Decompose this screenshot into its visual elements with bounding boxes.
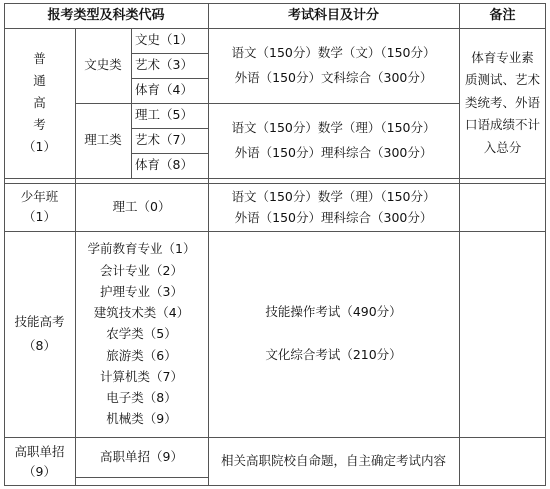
gaozhi-subject: 相关高职院校自命题，自主确定考试内容 bbox=[220, 453, 446, 469]
jineng-item: 旅游类（6） bbox=[106, 347, 177, 363]
jineng-subjects bbox=[208, 231, 459, 437]
wenshi-item: 体育（4） bbox=[135, 82, 193, 98]
jineng-item: 计算机类（7） bbox=[100, 368, 183, 384]
note-line: 体育专业素 bbox=[471, 49, 534, 65]
jineng-name-text: 技能高考 bbox=[14, 314, 65, 330]
jineng-item: 学前教育专业（1） bbox=[87, 241, 196, 257]
gaozhi-item: 高职单招（9） bbox=[100, 448, 183, 464]
subject-line: 语文（150分）数学（理）（150分） bbox=[231, 188, 436, 204]
pugao-name-char: 考 bbox=[33, 116, 46, 132]
jineng-name bbox=[4, 231, 75, 437]
ligong-label: 理工类 bbox=[84, 132, 122, 148]
h-line-wenshi-1 bbox=[131, 53, 208, 54]
v-line-left bbox=[4, 3, 5, 486]
shaonian-notes bbox=[459, 183, 546, 231]
jineng-item: 建筑技术类（4） bbox=[93, 305, 190, 321]
gaozhi-name-text: 高职单招 bbox=[14, 443, 65, 459]
admission-table bbox=[4, 3, 546, 486]
ligong-item: 艺术（7） bbox=[135, 132, 193, 148]
pugao-name-char: 高 bbox=[33, 95, 46, 111]
pugao-notes bbox=[459, 28, 546, 178]
subject-line: 技能操作考试（490分） bbox=[265, 304, 402, 320]
jineng-item: 电子类（8） bbox=[106, 390, 177, 406]
header-subjects: 考试科目及计分 bbox=[287, 7, 379, 23]
shaonian-name bbox=[4, 183, 75, 231]
h-line-ligong-1 bbox=[131, 128, 208, 129]
subject-line: 外语（150分）理科综合（300分） bbox=[234, 144, 433, 160]
note-line: 类统考、外语 bbox=[464, 94, 540, 110]
subject-line: 语文（150分）数学（文）（150分） bbox=[231, 45, 436, 61]
note-line: 口语成绩不计 bbox=[464, 117, 540, 133]
subject-line: 外语（150分）理科综合（300分） bbox=[234, 210, 433, 225]
subject-line: 外语（150分）文科综合（300分） bbox=[234, 69, 433, 85]
h-line-wenshi-ligong bbox=[75, 103, 459, 104]
v-line-right bbox=[545, 3, 546, 486]
h-line-wenshi-2 bbox=[131, 78, 208, 79]
wenshi-item: 文史（1） bbox=[135, 32, 193, 48]
h-line-bottom bbox=[4, 485, 546, 486]
v-line-subjects bbox=[208, 3, 209, 486]
gaozhi-name bbox=[4, 437, 75, 486]
jineng-items bbox=[75, 231, 208, 437]
note-line: 入总分 bbox=[483, 139, 522, 155]
header-type-code: 报考类型及科类代码 bbox=[47, 7, 165, 23]
note-line: 质测试、艺术 bbox=[464, 72, 540, 88]
jineng-code: （8） bbox=[23, 338, 56, 353]
h-line-top bbox=[4, 3, 546, 4]
subject-line: 文化综合考试（210分） bbox=[265, 347, 402, 362]
pugao-name bbox=[4, 28, 75, 178]
pugao-name-char: 通 bbox=[33, 73, 46, 89]
h-line-header bbox=[4, 28, 546, 29]
jineng-notes bbox=[459, 231, 546, 437]
shaonian-name-text: 少年班 bbox=[20, 189, 59, 204]
h-line-jineng-end bbox=[4, 437, 546, 438]
h-line-shaonian-end bbox=[4, 231, 546, 232]
h-line-gaozhi-item bbox=[75, 477, 208, 478]
shaonian-code: （1） bbox=[23, 209, 56, 224]
v-line-category bbox=[131, 28, 132, 178]
wenshi-item: 艺术（3） bbox=[135, 57, 193, 73]
h-line-pugao-end-2 bbox=[4, 183, 546, 184]
gaozhi-code: （9） bbox=[23, 463, 56, 479]
shaonian-item: 理工（0） bbox=[112, 198, 171, 214]
jineng-item: 机械类（9） bbox=[106, 411, 177, 427]
subject-line: 语文（150分）数学（理）（150分） bbox=[231, 120, 436, 136]
ligong-subjects bbox=[208, 103, 459, 178]
ligong-item: 理工（5） bbox=[135, 107, 193, 123]
jineng-item: 护理专业（3） bbox=[100, 283, 183, 299]
pugao-name-char: 普 bbox=[33, 51, 46, 67]
pugao-code: （1） bbox=[23, 138, 56, 154]
ligong-item: 体育（8） bbox=[135, 157, 193, 173]
wenshi-subjects bbox=[208, 28, 459, 103]
gaozhi-notes bbox=[459, 437, 546, 486]
wenshi-label: 文史类 bbox=[84, 57, 122, 73]
h-line-pugao-end bbox=[4, 178, 546, 179]
v-line-name bbox=[75, 28, 76, 486]
jineng-item: 会计专业（2） bbox=[100, 262, 183, 278]
jineng-item: 农学类（5） bbox=[106, 326, 177, 342]
header-notes: 备注 bbox=[489, 7, 516, 23]
h-line-ligong-2 bbox=[131, 153, 208, 154]
v-line-notes bbox=[459, 3, 460, 486]
shaonian-subjects bbox=[208, 183, 459, 231]
